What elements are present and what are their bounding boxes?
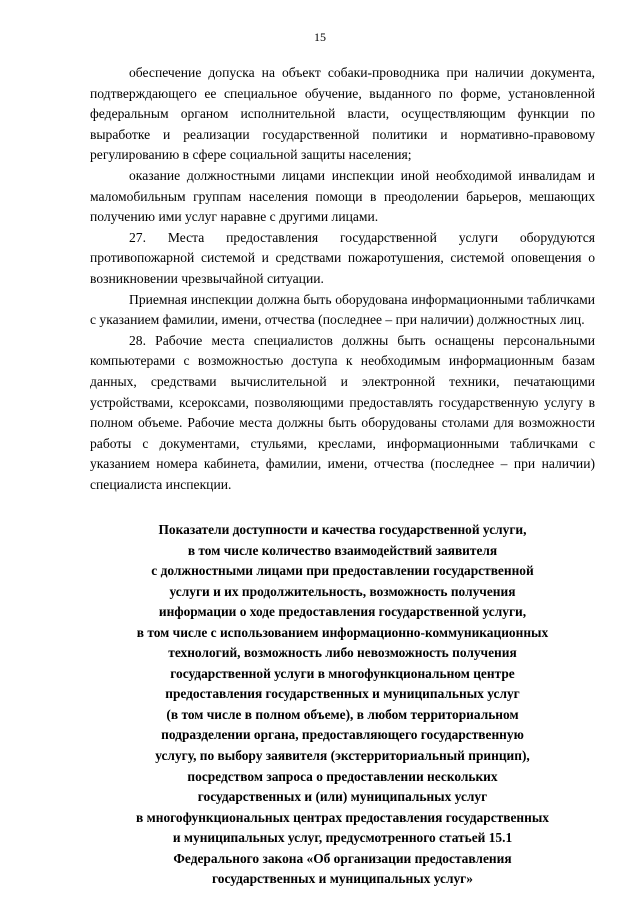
paragraph-27-fire-safety: 27. Места предоставления государственной услуги оборудуются противопожарной системой и средствами пожаротушения, системой оповещения о возникновении чрезвычайной ситуации. bbox=[90, 229, 595, 286]
heading-line: услуги и их продолжительность, возможность получения bbox=[169, 583, 516, 599]
heading-line: в том числе с использованием информационно-коммуникационных bbox=[136, 624, 549, 640]
heading-line: Федерального закона «Об организации предоставления bbox=[173, 850, 512, 866]
page-number: 15 bbox=[314, 30, 326, 44]
paragraph-28-workplaces: 28. Рабочие места специалистов должны быть оснащены персональными компьютерами с возможностью доступа к необходимым информационным базам данных, средствами вычислительной и электронной техники, печатающими устройствами, ксероксами, позволяющими предоставлять государственную услугу в полном объеме. Рабочие места должны быть оборудованы столами для возможности работы с документами, стульями, креслами, информационными табличками с указанием номера кабинета, фамилии, имени, отчества (последнее – при наличии) специалиста инспекции. bbox=[90, 332, 595, 492]
heading-line: (в том числе в полном объеме), в любом территориальном bbox=[166, 706, 519, 722]
heading-line: государственных и муниципальных услуг» bbox=[212, 871, 473, 887]
heading-line: государственных и (или) муниципальных услуг bbox=[197, 789, 488, 805]
heading-line: в том числе количество взаимодействий заявителя bbox=[187, 542, 498, 558]
heading-line: в многофункциональных центрах предоставления государственных bbox=[136, 809, 549, 825]
heading-line: с должностными лицами при предоставлении государственной bbox=[151, 563, 534, 579]
paragraph-reception-signs: Приемная инспекции должна быть оборудована информационными табличками с указанием фамилии, имени, отчества (последнее – при наличии) должностных лиц. bbox=[90, 291, 595, 328]
heading-line: технологий, возможность либо невозможность получения bbox=[168, 645, 517, 661]
heading-line: информации о ходе предоставления государственной услуги, bbox=[158, 604, 527, 620]
paragraph-assistance: оказание должностными лицами инспекции иной необходимой инвалидам и маломобильным группам населения помощи в преодолении барьеров, мешающих получению ими услуг наравне с другими лицами. bbox=[90, 167, 595, 225]
heading-line: посредством запроса о предоставлении нескольких bbox=[187, 768, 498, 784]
section-heading bbox=[90, 520, 595, 890]
heading-line: предоставления государственных и муниципальных услуг bbox=[165, 686, 520, 702]
body-text bbox=[90, 63, 595, 495]
heading-line: подразделении органа, предоставляющего государственную bbox=[161, 727, 524, 743]
heading-line: Показатели доступности и качества государственной услуги, bbox=[158, 522, 527, 537]
heading-line: государственной услуги в многофункциональном центре bbox=[170, 665, 515, 681]
heading-line: услугу, по выбору заявителя (экстерриториальный принцип), bbox=[155, 748, 530, 764]
heading-line: и муниципальных услуг, предусмотренного статьей 15.1 bbox=[172, 830, 513, 846]
paragraph-guide-dog: обеспечение допуска на объект собаки-проводника при наличии документа, подтверждающего ее специальное обучение, выданного по форме, установленной федеральным органом исполнительной власти, осуществляющим функции по выработке и реализации государственной политики и нормативно-правовому регулированию в сфере социальной защиты населения; bbox=[90, 65, 595, 163]
